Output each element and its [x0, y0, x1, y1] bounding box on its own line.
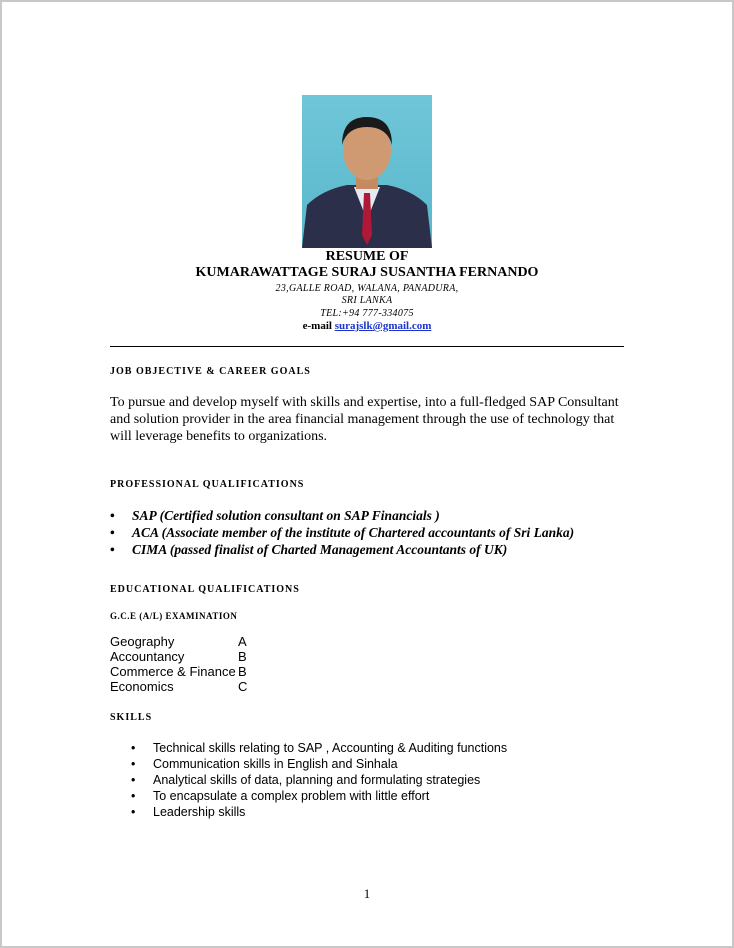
page-number: 1 — [363, 886, 371, 901]
email-line — [0, 320, 734, 332]
qualification-text: CIMA (passed finalist of Charted Management Accountants of UK) — [132, 542, 508, 557]
subject: Economics — [110, 679, 174, 694]
list-item — [110, 542, 507, 558]
phone: TEL:+94 777-334075 — [320, 308, 414, 319]
list-item — [131, 804, 245, 820]
objective-heading: JOB OBJECTIVE & CAREER GOALS — [110, 366, 311, 377]
bullet-icon: • — [131, 789, 136, 803]
divider — [110, 346, 624, 347]
resume-title: RESUME OF — [325, 249, 409, 264]
result-row — [110, 679, 248, 694]
list-item — [110, 508, 440, 524]
grade: B — [238, 664, 247, 679]
bullet-icon: • — [131, 805, 136, 819]
skill-text: Leadership skills — [153, 805, 246, 819]
list-item — [110, 525, 574, 541]
result-row — [110, 634, 247, 649]
subject: Commerce & Finance — [110, 664, 236, 679]
bullet-icon: • — [131, 773, 136, 787]
list-item — [131, 772, 480, 788]
bullet-icon: • — [110, 525, 115, 540]
email-label: e-mail — [302, 320, 332, 332]
list-item — [131, 740, 507, 756]
result-row — [110, 649, 247, 664]
bullet-icon: • — [131, 757, 136, 771]
qualification-text: ACA (Associate member of the institute of Chartered accountants of Sri Lanka) — [132, 525, 575, 540]
bullet-icon: • — [110, 508, 115, 523]
grade: A — [238, 634, 247, 649]
skill-text: To encapsulate a complex problem with little effort — [153, 789, 430, 803]
email-link[interactable]: surajslk@gmail.com — [334, 320, 432, 332]
grade: C — [238, 679, 248, 694]
professional-heading: PROFESSIONAL QUALIFICATIONS — [110, 479, 305, 490]
exam-heading: G.C.E (A/L) EXAMINATION — [110, 611, 238, 621]
list-item — [131, 788, 429, 804]
qualification-text: SAP (Certified solution consultant on SAP Financials ) — [132, 508, 440, 523]
bullet-icon: • — [131, 741, 136, 755]
grade: B — [238, 649, 247, 664]
education-heading: EDUCATIONAL QUALIFICATIONS — [110, 584, 300, 595]
candidate-name: KUMARAWATTAGE SURAJ SUSANTHA FERNANDO — [195, 265, 539, 280]
skills-heading: SKILLS — [110, 712, 153, 723]
skill-text: Analytical skills of data, planning and formulating strategies — [153, 773, 481, 787]
skill-text: Communication skills in English and Sinhala — [153, 757, 398, 771]
subject: Geography — [110, 634, 175, 649]
objective-text: To pursue and develop myself with skills and expertise, into a full-fledged SAP Consultant and solution provider in the area financial management through the use of technology that will leverage benefits to organizations. — [110, 395, 619, 444]
profile-photo — [302, 95, 432, 248]
result-row — [110, 664, 247, 679]
skill-text: Technical skills relating to SAP , Accounting & Auditing functions — [153, 741, 508, 755]
address-line-1: 23,GALLE ROAD, WALANA, PANADURA, — [275, 283, 459, 294]
list-item — [131, 756, 398, 772]
bullet-icon: • — [110, 542, 115, 557]
address-line-2: SRI LANKA — [341, 295, 393, 306]
subject: Accountancy — [110, 649, 185, 664]
